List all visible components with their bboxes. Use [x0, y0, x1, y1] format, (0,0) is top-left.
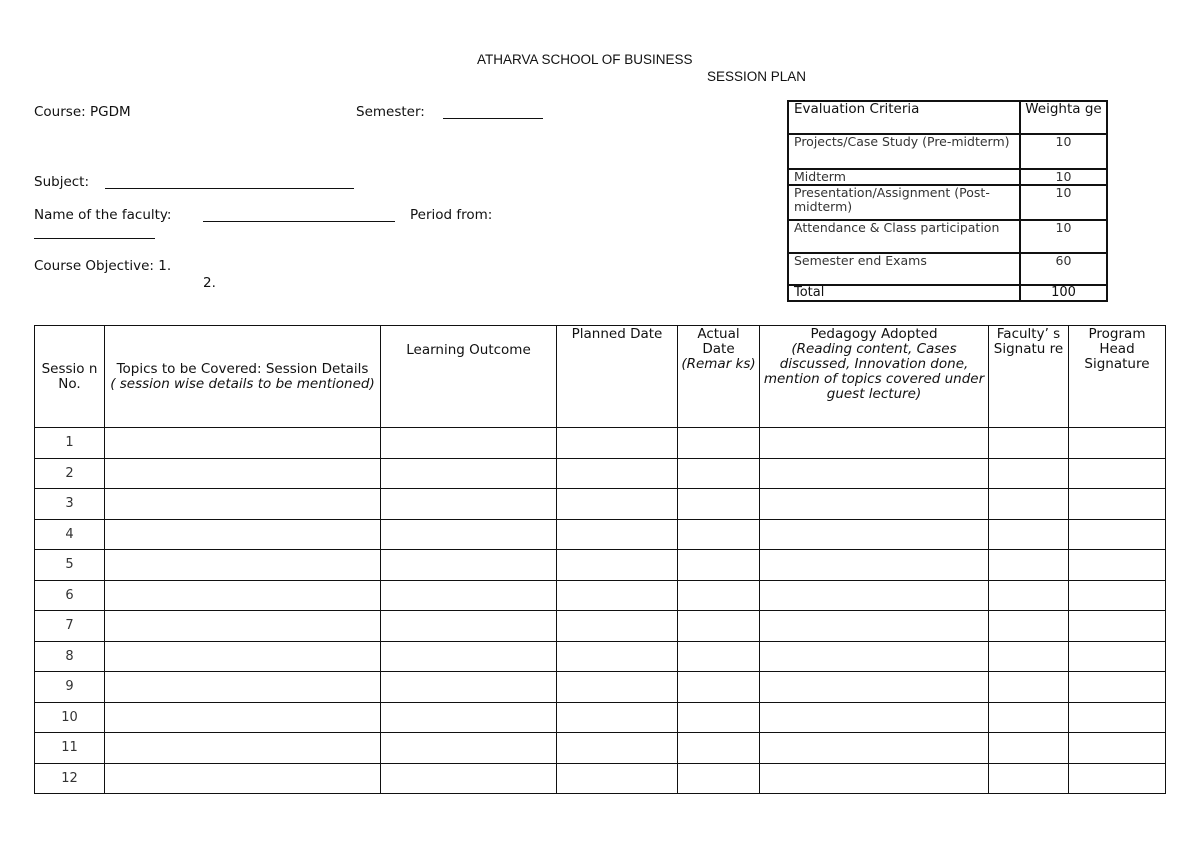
semester-label: Semester:: [356, 104, 425, 120]
actual-date-cell[interactable]: [678, 702, 760, 733]
session-row: [35, 611, 1166, 642]
planned-date-cell[interactable]: [557, 458, 678, 489]
evaluation-row: [788, 253, 1107, 285]
faculty-signature-cell[interactable]: [989, 733, 1069, 764]
session-row: [35, 489, 1166, 520]
faculty-field[interactable]: [203, 221, 395, 222]
school-title: ATHARVA SCHOOL OF BUSINESS: [477, 52, 693, 67]
program-head-signature-cell[interactable]: [1069, 763, 1166, 794]
faculty-signature-cell[interactable]: [989, 489, 1069, 520]
session-number: 6: [35, 580, 105, 611]
planned-date-cell[interactable]: [557, 580, 678, 611]
program-head-signature-cell[interactable]: [1069, 458, 1166, 489]
session-number: 9: [35, 672, 105, 703]
evaluation-weight: 10: [1020, 185, 1107, 220]
topics-header-note: ( session wise details to be mentioned): [110, 375, 375, 392]
evaluation-row: [788, 134, 1107, 169]
actual-date-cell[interactable]: [678, 580, 760, 611]
evaluation-row: [788, 169, 1107, 185]
topics-cell[interactable]: [105, 458, 381, 489]
planned-date-cell[interactable]: [557, 641, 678, 672]
learning-outcome-cell[interactable]: [381, 702, 557, 733]
faculty-signature-cell[interactable]: [989, 641, 1069, 672]
faculty-signature-cell[interactable]: [989, 550, 1069, 581]
actual-date-cell[interactable]: [678, 458, 760, 489]
session-row: [35, 672, 1166, 703]
session-number: 1: [35, 428, 105, 459]
period-from-field[interactable]: [34, 238, 155, 239]
session-number: 4: [35, 519, 105, 550]
learning-outcome-cell[interactable]: [381, 763, 557, 794]
actual-date-cell[interactable]: [678, 641, 760, 672]
evaluation-weight: 10: [1020, 134, 1107, 169]
faculty-signature-header: Faculty’ s Signatu re: [989, 326, 1069, 428]
topics-cell[interactable]: [105, 733, 381, 764]
pedagogy-cell[interactable]: [760, 641, 989, 672]
planned-date-cell[interactable]: [557, 733, 678, 764]
evaluation-total-label: Total: [788, 285, 1020, 301]
planned-date-cell[interactable]: [557, 763, 678, 794]
program-head-signature-cell[interactable]: [1069, 550, 1166, 581]
actual-date-cell[interactable]: [678, 672, 760, 703]
evaluation-weight: 60: [1020, 253, 1107, 285]
learning-outcome-cell[interactable]: [381, 733, 557, 764]
session-row: [35, 428, 1166, 459]
pedagogy-cell[interactable]: [760, 519, 989, 550]
topics-cell[interactable]: [105, 550, 381, 581]
actual-date-cell[interactable]: [678, 489, 760, 520]
faculty-signature-cell[interactable]: [989, 428, 1069, 459]
session-header-row: [35, 326, 1166, 428]
evaluation-criteria: Presentation/Assignment (Post- midterm): [788, 185, 1020, 220]
topics-cell[interactable]: [105, 641, 381, 672]
evaluation-row: [788, 185, 1107, 220]
topics-cell[interactable]: [105, 519, 381, 550]
session-row: [35, 458, 1166, 489]
evaluation-criteria: Attendance & Class participation: [788, 220, 1020, 253]
program-head-signature-header: Program Head Signature: [1069, 326, 1166, 428]
session-row: [35, 519, 1166, 550]
weightage-header: Weighta ge: [1020, 101, 1107, 134]
evaluation-total-row: [788, 285, 1107, 301]
evaluation-criteria: Projects/Case Study (Pre-midterm): [788, 134, 1020, 169]
session-number: 2: [35, 458, 105, 489]
pedagogy-header-note: (Reading content, Cases discussed, Innovation done, mention of topics covered under guest lecture): [763, 341, 985, 402]
topics-cell[interactable]: [105, 763, 381, 794]
pedagogy-header-title: Pedagogy Adopted: [810, 326, 938, 342]
evaluation-row: [788, 220, 1107, 253]
evaluation-criteria: Midterm: [788, 169, 1020, 185]
learning-outcome-cell[interactable]: [381, 428, 557, 459]
pedagogy-cell[interactable]: [760, 733, 989, 764]
pedagogy-cell[interactable]: [760, 763, 989, 794]
pedagogy-cell[interactable]: [760, 672, 989, 703]
actual-date-cell[interactable]: [678, 733, 760, 764]
actual-date-cell[interactable]: [678, 611, 760, 642]
program-head-signature-cell[interactable]: [1069, 733, 1166, 764]
course-objective-2: 2.: [203, 275, 216, 291]
period-from-label: Period from:: [410, 207, 493, 223]
learning-outcome-cell[interactable]: [381, 641, 557, 672]
learning-outcome-cell[interactable]: [381, 458, 557, 489]
evaluation-header-row: [788, 101, 1107, 134]
pedagogy-cell[interactable]: [760, 611, 989, 642]
faculty-signature-cell[interactable]: [989, 702, 1069, 733]
evaluation-weight: 10: [1020, 220, 1107, 253]
pedagogy-cell[interactable]: [760, 702, 989, 733]
faculty-signature-cell[interactable]: [989, 519, 1069, 550]
planned-date-cell[interactable]: [557, 672, 678, 703]
learning-outcome-header: Learning Outcome: [381, 326, 557, 428]
planned-date-cell[interactable]: [557, 550, 678, 581]
session-rows: [35, 428, 1166, 794]
learning-outcome-cell[interactable]: [381, 550, 557, 581]
topics-cell[interactable]: [105, 428, 381, 459]
learning-outcome-cell[interactable]: [381, 519, 557, 550]
evaluation-total-weight: 100: [1020, 285, 1107, 301]
program-head-signature-cell[interactable]: [1069, 702, 1166, 733]
session-number: 12: [35, 763, 105, 794]
session-row: [35, 702, 1166, 733]
pedagogy-header: [760, 326, 989, 428]
session-number: 11: [35, 733, 105, 764]
pedagogy-cell[interactable]: [760, 428, 989, 459]
faculty-label: Name of the faculty:: [34, 207, 172, 223]
program-head-signature-cell[interactable]: [1069, 519, 1166, 550]
planned-date-cell[interactable]: [557, 428, 678, 459]
session-row: [35, 550, 1166, 581]
semester-field[interactable]: [443, 118, 543, 119]
session-no-header: Sessio n No.: [35, 326, 105, 428]
faculty-signature-cell[interactable]: [989, 763, 1069, 794]
topics-cell[interactable]: [105, 672, 381, 703]
pedagogy-cell[interactable]: [760, 550, 989, 581]
evaluation-table: [787, 100, 1108, 302]
page-title: SESSION PLAN: [707, 69, 807, 84]
actual-date-cell[interactable]: [678, 763, 760, 794]
program-head-signature-cell[interactable]: [1069, 611, 1166, 642]
planned-date-cell[interactable]: [557, 702, 678, 733]
planned-date-cell[interactable]: [557, 519, 678, 550]
program-head-signature-cell[interactable]: [1069, 641, 1166, 672]
course-label: Course: PGDM: [34, 104, 131, 120]
session-row: [35, 580, 1166, 611]
actual-date-header-note: (Remar ks): [681, 356, 756, 372]
topics-header: [105, 326, 381, 428]
session-plan-table: [34, 325, 1166, 794]
topics-cell[interactable]: [105, 489, 381, 520]
learning-outcome-cell[interactable]: [381, 611, 557, 642]
topics-header-title: Topics to be Covered: Session Details: [116, 360, 369, 377]
actual-date-cell[interactable]: [678, 519, 760, 550]
actual-date-header: [678, 326, 760, 428]
topics-cell[interactable]: [105, 611, 381, 642]
actual-date-cell[interactable]: [678, 550, 760, 581]
topics-cell[interactable]: [105, 702, 381, 733]
session-number: 3: [35, 489, 105, 520]
pedagogy-cell[interactable]: [760, 489, 989, 520]
planned-date-cell[interactable]: [557, 489, 678, 520]
planned-date-cell[interactable]: [557, 611, 678, 642]
session-number: 8: [35, 641, 105, 672]
program-head-signature-cell[interactable]: [1069, 580, 1166, 611]
pedagogy-cell[interactable]: [760, 458, 989, 489]
session-number: 10: [35, 702, 105, 733]
learning-outcome-cell[interactable]: [381, 580, 557, 611]
faculty-signature-cell[interactable]: [989, 458, 1069, 489]
pedagogy-cell[interactable]: [760, 580, 989, 611]
evaluation-weight: 10: [1020, 169, 1107, 185]
evaluation-criteria: Semester end Exams: [788, 253, 1020, 285]
evaluation-criteria-header: Evaluation Criteria: [788, 101, 1020, 134]
actual-date-cell[interactable]: [678, 428, 760, 459]
faculty-signature-cell[interactable]: [989, 672, 1069, 703]
session-row: [35, 733, 1166, 764]
topics-cell[interactable]: [105, 580, 381, 611]
subject-label: Subject:: [34, 174, 90, 190]
course-objective-label: Course Objective: 1.: [34, 258, 172, 274]
learning-outcome-cell[interactable]: [381, 672, 557, 703]
program-head-signature-cell[interactable]: [1069, 428, 1166, 459]
session-row: [35, 763, 1166, 794]
session-row: [35, 641, 1166, 672]
program-head-signature-cell[interactable]: [1069, 489, 1166, 520]
session-number: 7: [35, 611, 105, 642]
planned-date-header: Planned Date: [557, 326, 678, 428]
actual-date-header-title: Actual Date: [697, 326, 740, 357]
faculty-signature-cell[interactable]: [989, 580, 1069, 611]
learning-outcome-cell[interactable]: [381, 489, 557, 520]
subject-field[interactable]: [105, 188, 354, 189]
faculty-signature-cell[interactable]: [989, 611, 1069, 642]
program-head-signature-cell[interactable]: [1069, 672, 1166, 703]
session-number: 5: [35, 550, 105, 581]
